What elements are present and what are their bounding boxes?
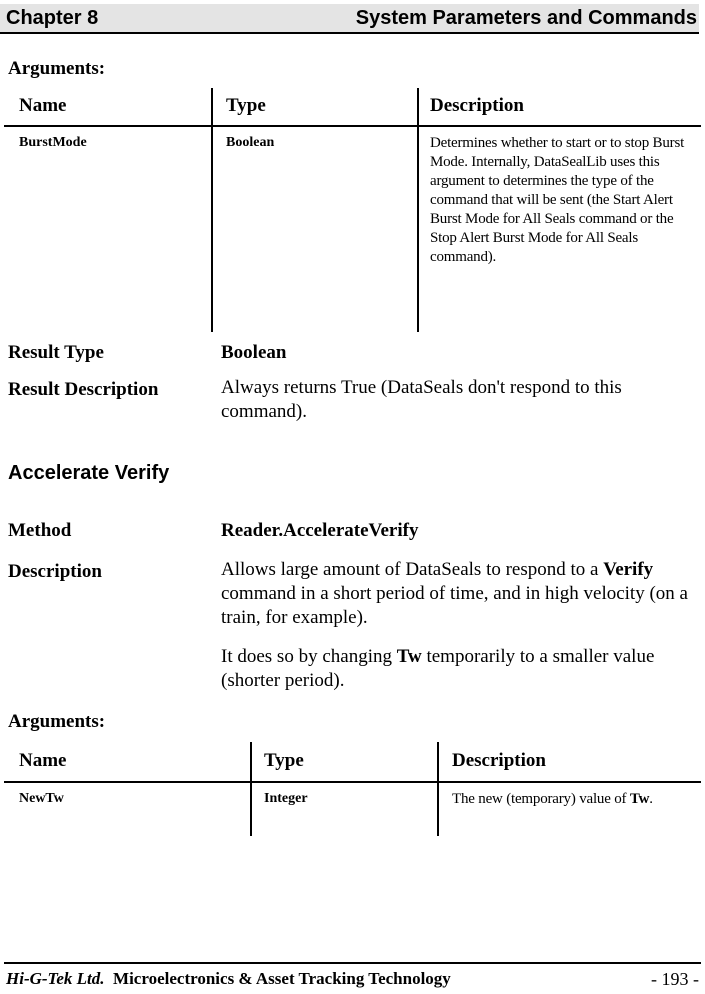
column-header-name: Name	[19, 95, 67, 116]
table-cell-description: The new (temporary) value of Tw.	[452, 791, 653, 807]
table-header-divider	[4, 125, 701, 127]
table-cell-type: Boolean	[226, 135, 275, 150]
column-header-type: Type	[226, 95, 266, 116]
description-paragraph-1: Allows large amount of DataSeals to respond to a Verify command in a short period of time, and in high velocity (on a train, for example).	[221, 559, 688, 628]
table-cell-name: BurstMode	[19, 135, 87, 150]
arguments-heading: Arguments:	[8, 711, 106, 732]
accelerate-verify-title: Accelerate Verify	[8, 462, 170, 484]
company-tagline: Microelectronics & Asset Tracking Technology	[113, 969, 451, 988]
footer-rule	[4, 962, 701, 964]
footer-company	[6, 968, 451, 990]
column-header-type: Type	[264, 750, 304, 771]
column-header-name: Name	[19, 750, 67, 771]
result-description-label: Result Description	[8, 379, 159, 400]
column-header-description: Description	[452, 750, 546, 771]
result-description-value: Always returns True (DataSeals don't respond to this command).	[221, 377, 622, 422]
table-header-divider	[4, 781, 701, 783]
column-header-description: Description	[430, 95, 524, 116]
table-cell-type: Integer	[264, 791, 308, 806]
method-value: Reader.AccelerateVerify	[221, 520, 419, 541]
table-cell-description: Determines whether to start or to stop Burst Mode. Internally, DataSealLib uses this argument to determines the type of the command that will be sent (the Start Alert Burst Mode for All Seals command or the Stop Alert Burst Mode for All Seals command).	[430, 135, 685, 265]
table-column-divider	[250, 742, 252, 836]
result-type-label: Result Type	[8, 342, 104, 363]
table-column-divider	[417, 88, 419, 332]
description-label: Description	[8, 561, 102, 582]
section-title: System Parameters and Commands	[355, 7, 697, 29]
company-name: Hi-G-Tek Ltd.	[6, 969, 105, 988]
description-paragraph-2: It does so by changing Tw temporarily to a smaller value (shorter period).	[221, 646, 655, 691]
result-type-value: Boolean	[221, 342, 287, 363]
page-number: - 193 -	[651, 969, 699, 989]
table-column-divider	[211, 88, 213, 332]
method-label: Method	[8, 520, 72, 541]
table-cell-name: NewTw	[19, 791, 64, 806]
arguments-heading: Arguments:	[8, 58, 106, 79]
chapter-label: Chapter 8	[6, 7, 99, 29]
table-column-divider	[437, 742, 439, 836]
